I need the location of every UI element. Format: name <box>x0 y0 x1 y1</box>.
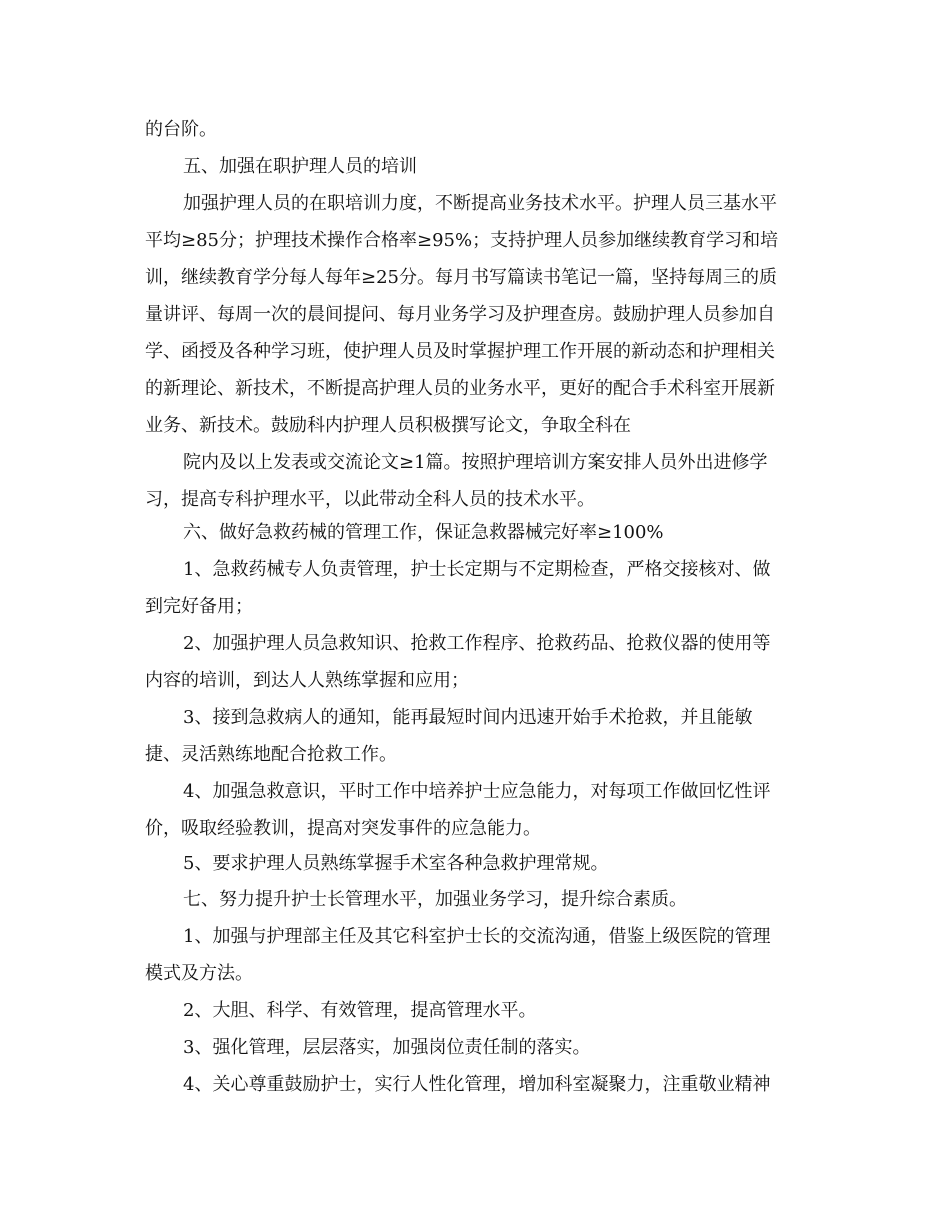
text-line: 学、函授及各种学习班，使护理人员及时掌握护理工作开展的新动态和护理相关 <box>145 341 775 362</box>
text-line: 加强护理人员的在职培训力度，不断提高业务技术水平。护理人员三基水平 <box>183 193 777 214</box>
section-heading: 五、加强在职护理人员的培训 <box>183 156 417 177</box>
text-line: 价，吸取经验教训，提高对突发事件的应急能力。 <box>145 818 541 839</box>
text-line: 到完好备用； <box>145 596 253 617</box>
list-item: 1、加强与护理部主任及其它科室护士长的交流沟通，借鉴上级医院的管理 <box>183 926 771 947</box>
text-line: 习，提高专科护理水平，以此带动全科人员的技术水平。 <box>145 489 595 510</box>
list-item: 4、加强急救意识，平时工作中培养护士应急能力，对每项工作做回忆性评 <box>183 781 771 802</box>
section-heading: 六、做好急救药械的管理工作，保证急救器械完好率≥100% <box>183 522 664 543</box>
list-item: 3、接到急救病人的通知，能再最短时间内迅速开始手术抢救，并且能敏 <box>183 707 753 728</box>
text-line: 的台阶。 <box>145 119 217 140</box>
text-line: 院内及以上发表或交流论文≥1篇。按照护理培训方案安排人员外出进修学 <box>183 452 768 473</box>
list-item: 4、关心尊重鼓励护士，实行人性化管理，增加科室凝聚力，注重敬业精神 <box>183 1074 771 1095</box>
list-item: 5、要求护理人员熟练掌握手术室各种急救护理常规。 <box>183 853 609 874</box>
text-line: 平均≥85分；护理技术操作合格率≥95%；支持护理人员参加继续教育学习和培 <box>145 230 779 251</box>
section-heading: 七、努力提升护士长管理水平，加强业务学习，提升综合素质。 <box>183 889 687 910</box>
text-line: 业务、新技术。鼓励科内护理人员积极撰写论文，争取全科在 <box>145 415 631 436</box>
text-line: 内容的培训，到达人人熟练掌握和应用； <box>145 670 469 691</box>
text-line: 训，继续教育学分每人每年≥25分。每月书写篇读书笔记一篇，坚持每周三的质 <box>145 267 777 288</box>
list-item: 2、加强护理人员急救知识、抢救工作程序、抢救药品、抢救仪器的使用等 <box>183 633 771 654</box>
text-line: 模式及方法。 <box>145 963 253 984</box>
text-line: 量讲评、每周一次的晨间提问、每月业务学习及护理查房。鼓励护理人员参加自 <box>145 304 775 325</box>
list-item: 3、强化管理，层层落实，加强岗位责任制的落实。 <box>183 1037 591 1058</box>
list-item: 2、大胆、科学、有效管理，提高管理水平。 <box>183 1000 537 1021</box>
text-line: 捷、灵活熟练地配合抢救工作。 <box>145 744 397 765</box>
text-line: 的新理论、新技术，不断提高护理人员的业务水平，更好的配合手术科室开展新 <box>145 378 775 399</box>
list-item: 1、急救药械专人负责管理，护士长定期与不定期检查，严格交接核对、做 <box>183 559 771 580</box>
